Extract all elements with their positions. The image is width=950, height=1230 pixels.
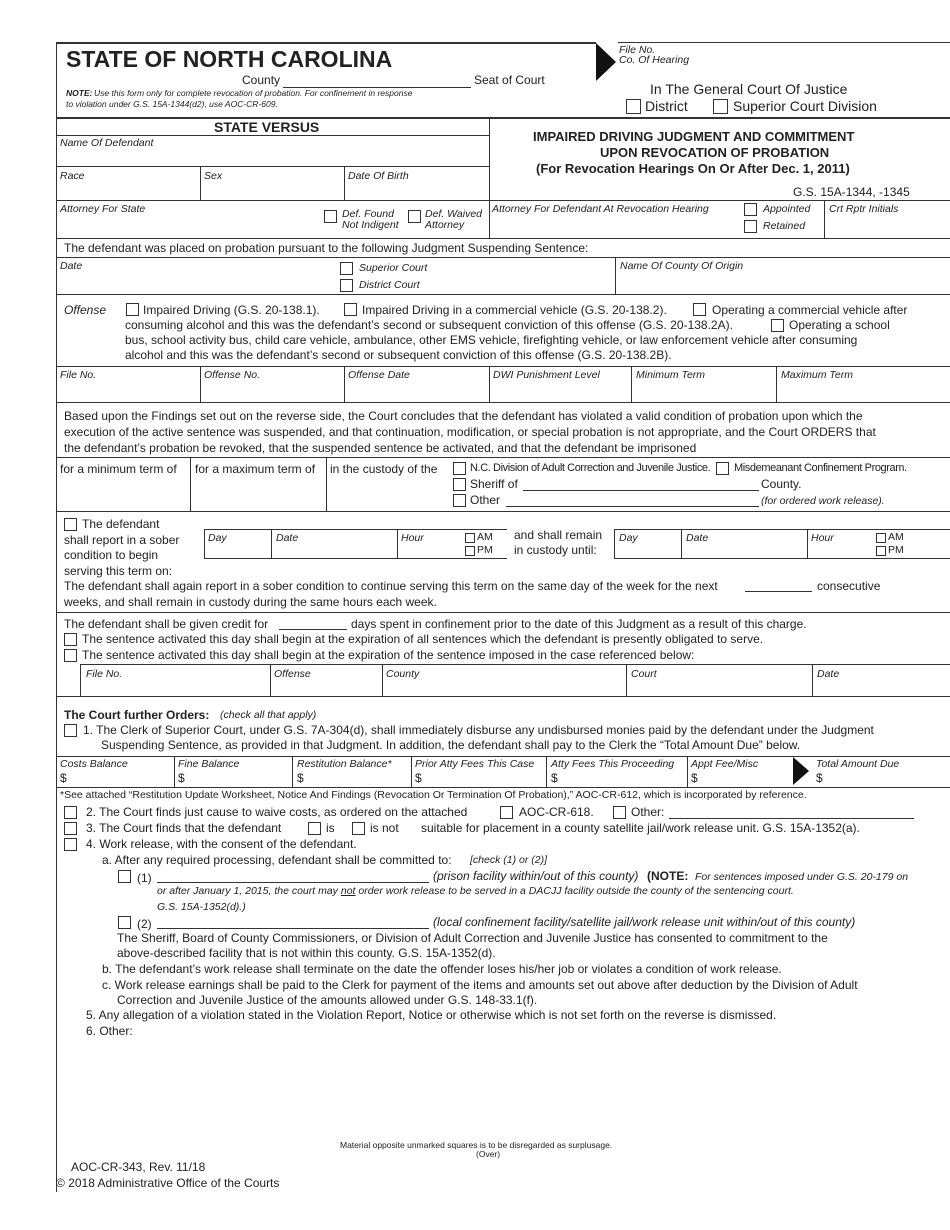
top-border-right <box>618 42 950 43</box>
ref-file-label: File No. <box>86 668 123 680</box>
offense-text-6: bus, school activity bus, child care vehicle, ambulance, other EMS vehicle, firefighting vehicle, or law enforcement vehicle after consuming <box>125 333 858 347</box>
commercial-after-checkbox[interactable] <box>693 303 706 316</box>
check-all: (check all that apply) <box>220 709 317 721</box>
divider <box>812 664 813 696</box>
atty-def-label: Attorney For Defendant At Revocation Hearing <box>492 203 709 215</box>
am-checkbox-2[interactable] <box>876 533 886 543</box>
divider <box>200 366 201 402</box>
report-1: The defendant <box>82 517 160 531</box>
not-indigent-label: Not Indigent <box>342 219 399 231</box>
max-term-of: for a maximum term of <box>195 462 316 476</box>
divider <box>200 166 201 200</box>
date-label: Date <box>60 260 83 272</box>
other-checkbox[interactable] <box>453 494 466 507</box>
state-name: STATE OF NORTH CAROLINA <box>66 46 393 72</box>
offense-no-label: Offense No. <box>204 369 261 381</box>
again-2: consecutive <box>817 579 881 593</box>
min-term-label: Minimum Term <box>636 369 706 381</box>
credit-1a: The defendant shall be given credit for <box>64 617 269 631</box>
is-checkbox[interactable] <box>308 822 321 835</box>
divider <box>204 529 205 558</box>
divider <box>614 529 950 530</box>
referenced-checkbox[interactable] <box>64 649 77 662</box>
order-4b: b. The defendant’s work release shall terminate on the date the offender loses his/her job or violates a condition of work release. <box>102 962 782 976</box>
seat-label: Seat of Court <box>474 73 545 87</box>
sheriff-checkbox[interactable] <box>453 478 466 491</box>
divider <box>56 511 950 512</box>
district-court-label: District Court <box>359 279 420 291</box>
other-2-checkbox[interactable] <box>613 806 626 819</box>
divider <box>174 756 175 787</box>
all-sentences-checkbox[interactable] <box>64 633 77 646</box>
commercial-checkbox[interactable] <box>344 303 357 316</box>
offense-text-2: Impaired Driving in a commercial vehicle (G.S. 20-138.2). <box>362 303 667 317</box>
divider <box>80 664 950 665</box>
credit-days-line[interactable] <box>279 629 347 630</box>
date-label-2: Date <box>686 532 709 544</box>
impaired-driving-checkbox[interactable] <box>126 303 139 316</box>
aoc618-checkbox[interactable] <box>500 806 513 819</box>
statute: G.S. 15A-1344, -1345 <box>793 185 910 199</box>
date-label: Date <box>276 532 299 544</box>
divider <box>56 257 950 258</box>
superior-label: Superior Court Division <box>733 98 877 114</box>
divider <box>344 366 345 402</box>
order-1-checkbox[interactable] <box>64 724 77 737</box>
day-label-2: Day <box>619 532 638 544</box>
order-4a: a. After any required processing, defendant shall be committed to: <box>102 853 452 867</box>
divider <box>190 457 191 511</box>
note-2b: order work release to be served in a DACJJ facility outside the county of the sentencing court. <box>355 885 794 897</box>
divider <box>292 756 293 787</box>
findings-2: execution of the active sentence was suspended, and that continuation, modification, or special probation is not appropriate, and the Court ORDERS that <box>64 425 876 439</box>
retained-label: Retained <box>763 220 806 232</box>
is-not-checkbox[interactable] <box>352 822 365 835</box>
divider <box>56 294 950 295</box>
note-3: G.S. 15A-1352(d).) <box>157 901 246 913</box>
form-number: AOC-CR-343, Rev. 11/18 <box>71 1160 206 1174</box>
restitution-label: Restitution Balance* <box>297 758 392 770</box>
def-found-label: Def. Found <box>342 208 394 220</box>
pm-label-2: PM <box>888 544 904 556</box>
option-1-checkbox[interactable] <box>118 870 131 883</box>
order-1a: 1. The Clerk of Superior Court, under G.S. 7A-304(d), shall immediately disburse any undisbursed monies paid by the defendant under the Judgment <box>83 723 874 737</box>
aoc618-label: AOC-CR-618. <box>519 805 594 819</box>
divider <box>204 558 507 559</box>
findings-1: Based upon the Findings set out on the reverse side, the Court concludes that the defendant has violated a valid condition of probation upon which the <box>64 409 863 423</box>
divider <box>56 402 950 403</box>
divider <box>546 756 547 787</box>
def-waived-checkbox[interactable] <box>408 210 421 223</box>
other-label: Other <box>470 493 501 507</box>
appointed-label: Appointed <box>763 203 811 215</box>
total-label: Total Amount Due <box>816 758 900 770</box>
superior-checkbox[interactable] <box>713 99 728 114</box>
findings-3: the defendant’s probation be revoked, that the suspended sentence be activated, and that the defendant be imprisoned <box>64 441 697 455</box>
work-release-label: (for ordered work release). <box>761 495 885 507</box>
divider <box>56 200 489 201</box>
prison-line[interactable] <box>157 882 429 883</box>
check-1-or-2: [check (1) or (2)] <box>470 854 548 866</box>
day-label: Day <box>208 532 227 544</box>
district-label: District <box>645 98 688 114</box>
suitable: suitable for placement in a county satellite jail/work release unit. G.S. 15A-1352(a). <box>421 821 860 835</box>
divider <box>397 529 398 558</box>
order-2: 2. The Court finds just cause to waive costs, as ordered on the attached <box>86 805 468 819</box>
probation-intro: The defendant was placed on probation pursuant to the following Judgment Suspending Sentence: <box>64 241 589 255</box>
divider <box>411 756 412 787</box>
crt-rptr-label: Crt Rptr Initials <box>829 203 899 215</box>
costs-label: Costs Balance <box>60 758 128 770</box>
dwi-level-label: DWI Punishment Level <box>493 369 600 381</box>
over-label: (Over) <box>476 1149 501 1159</box>
divider <box>807 529 808 558</box>
arrow-icon <box>793 757 809 785</box>
custody-of: in the custody of the <box>330 462 438 476</box>
orders-head: The Court further Orders: <box>64 708 210 722</box>
form-title-3: (For Revocation Hearings On Or After Dec. 1, 2011) <box>536 161 850 176</box>
order-4c2: Correction and Juvenile Justice of the amounts allowed under G.S. 148-33.1(f). <box>117 993 538 1007</box>
offense-text-4: consuming alcohol and this was the defendant’s second or subsequent conviction of this offense (G.S. 20-138.2A). <box>125 318 733 332</box>
appt-dollar: $ <box>691 771 698 785</box>
misd-checkbox[interactable] <box>716 462 729 475</box>
max-term-label: Maximum Term <box>781 369 853 381</box>
note-1: For sentences imposed under G.S. 20-179 on <box>695 871 909 883</box>
superior-court-label: Superior Court <box>359 262 428 274</box>
divider <box>615 257 616 294</box>
note-label: (NOTE: <box>647 869 689 883</box>
form-title-1: IMPAIRED DRIVING JUDGMENT AND COMMITMENT <box>533 129 855 144</box>
divider <box>56 117 950 119</box>
court-label: In The General Court Of Justice <box>650 81 848 97</box>
school-bus-checkbox[interactable] <box>771 319 784 332</box>
district-court-checkbox[interactable] <box>340 279 353 292</box>
county-origin-label: Name Of County Of Origin <box>620 260 744 272</box>
divider <box>270 664 271 696</box>
attorney-label: Attorney <box>425 219 465 231</box>
credit-3: The sentence activated this day shall begin at the expiration of the sentence imposed in the case referenced below: <box>82 648 695 662</box>
divider <box>271 529 272 558</box>
divider <box>56 366 950 367</box>
def-waived-label: Def. Waived <box>425 208 482 220</box>
sheriff-1: The Sheriff, Board of County Commissioners, or Division of Adult Correction and Juvenile Justice has consented to commitment to the <box>117 931 828 945</box>
report-2: shall report in a sober <box>64 533 180 547</box>
offense-label: Offense <box>64 303 107 317</box>
misd-label: Misdemeanant Confinement Program. <box>734 462 907 474</box>
ref-court-label: Court <box>631 668 657 680</box>
state-versus: STATE VERSUS <box>214 119 320 135</box>
file-no-label: File No. <box>619 44 656 56</box>
district-checkbox[interactable] <box>626 99 641 114</box>
is-not-label: is not <box>370 821 399 835</box>
am-checkbox[interactable] <box>465 533 475 543</box>
atty-state-label: Attorney For State <box>60 203 146 215</box>
divider <box>614 558 950 559</box>
again-1: The defendant shall again report in a sober condition to continue serving this term on the same day of the week for the next <box>64 579 718 593</box>
remain-2: in custody until: <box>514 543 597 557</box>
top-border <box>56 42 596 44</box>
credit-2: The sentence activated this day shall begin at the expiration of all sentences which the defendant is presently obligated to serve. <box>82 632 764 646</box>
option-2: (2) <box>137 917 152 931</box>
race-label: Race <box>60 170 85 182</box>
other-line[interactable] <box>506 506 759 507</box>
report-3: condition to begin <box>64 548 159 562</box>
divider <box>56 166 489 167</box>
atty-proc-label: Atty Fees This Proceeding <box>551 758 675 770</box>
divider <box>489 200 950 201</box>
offense-text-1: Impaired Driving (G.S. 20-138.1). <box>143 303 320 317</box>
def-found-checkbox[interactable] <box>324 210 337 223</box>
county-period: County. <box>761 477 802 491</box>
order-5: 5. Any allegation of a violation stated in the Violation Report, Notice or otherwise which is not set forth on the reverse is dismissed. <box>86 1008 777 1022</box>
prior-atty-dollar: $ <box>415 771 422 785</box>
divider <box>344 166 345 200</box>
divider <box>776 366 777 402</box>
ref-date-label: Date <box>817 668 840 680</box>
report-checkbox[interactable] <box>64 518 77 531</box>
min-term-of: for a minimum term of <box>60 462 177 476</box>
option-1: (1) <box>137 871 152 885</box>
costs-dollar: $ <box>60 771 67 785</box>
ref-offense-label: Offense <box>274 668 311 680</box>
divider <box>326 457 327 511</box>
copyright: © 2018 Administrative Office of the Courts <box>56 1176 280 1190</box>
order-3: 3. The Court finds that the defendant <box>86 821 282 835</box>
co-hearing-label: Co. Of Hearing <box>619 54 690 66</box>
divider <box>382 664 383 696</box>
divider <box>56 696 950 697</box>
order-3-checkbox[interactable] <box>64 822 77 835</box>
hour-label: Hour <box>401 532 424 544</box>
note-bold: NOTE: <box>66 88 93 98</box>
note-text-2: to violation under G.S. 15A-1344(d2), use AOC-CR-609. <box>66 99 278 109</box>
weeks-line[interactable] <box>745 591 812 592</box>
divider <box>56 612 950 613</box>
county-label: County <box>242 73 281 87</box>
order-4: 4. Work release, with the consent of the defendant. <box>86 837 357 851</box>
offense-text-5: Operating a school <box>789 318 890 332</box>
order-2-checkbox[interactable] <box>64 806 77 819</box>
again-3: weeks, and shall remain in custody during the same hours each week. <box>64 595 437 609</box>
note-text: Use this form only for complete revocation of probation. For confinement in response <box>94 88 413 98</box>
remain-1: and shall remain <box>514 528 603 542</box>
order-4-checkbox[interactable] <box>64 838 77 851</box>
ref-county-label: County <box>386 668 420 680</box>
hour-label-2: Hour <box>811 532 834 544</box>
am-label-2: AM <box>888 531 904 543</box>
appointed-checkbox[interactable] <box>744 203 757 216</box>
sheriff-line[interactable] <box>523 490 759 491</box>
divider <box>824 200 825 238</box>
prison-label: (prison facility within/out of this county) <box>433 869 639 883</box>
local-line[interactable] <box>157 928 429 929</box>
offense-text-3: Operating a commercial vehicle after <box>712 303 908 317</box>
retained-checkbox[interactable] <box>744 220 757 233</box>
divider <box>489 366 490 402</box>
sheriff-label: Sheriff of <box>470 477 518 491</box>
divider <box>631 366 632 402</box>
pm-checkbox-2[interactable] <box>876 546 886 556</box>
offense-text-7: alcohol and this was the defendant’s second or subsequent conviction of this offense (G.S. 20-138.2B). <box>125 348 672 362</box>
divider <box>56 787 950 788</box>
pm-label: PM <box>477 544 493 556</box>
order-6: 6. Other: <box>86 1024 133 1038</box>
divider <box>204 529 507 530</box>
divider <box>56 756 950 757</box>
note-2a: or after January 1, 2015, the court may <box>157 885 341 897</box>
fine-dollar: $ <box>178 771 185 785</box>
see-attached: *See attached “Restitution Update Worksheet, Notice And Findings (Revocation Or Termination Of Probation),” AOC-CR-612, which is incorporated by reference. <box>60 789 807 801</box>
total-dollar: $ <box>816 771 823 785</box>
order-1b: Suspending Sentence, as provided in that Judgment. In addition, the defendant shall pay to the Clerk the “Total Amount Due” below. <box>101 738 801 752</box>
prior-atty-label: Prior Atty Fees This Case <box>415 758 535 770</box>
restitution-dollar: $ <box>297 771 304 785</box>
divider <box>56 135 489 136</box>
superior-court-checkbox[interactable] <box>340 262 353 275</box>
note-not: not <box>340 885 356 897</box>
order-4c1: c. Work release earnings shall be paid to the Clerk for payment of the items and amounts set out above after deduction by the Division of Adult <box>102 978 858 992</box>
ncdac-checkbox[interactable] <box>453 462 466 475</box>
divider <box>80 664 81 696</box>
divider <box>56 238 950 239</box>
fine-label: Fine Balance <box>178 758 240 770</box>
surplus-note: Material opposite unmarked squares is to be disregarded as surplusage. <box>340 1140 613 1150</box>
pm-checkbox[interactable] <box>465 546 475 556</box>
sheriff-2: above-described facility that is not within this county. G.S. 15A-1352(d). <box>117 946 496 960</box>
other-2-label: Other: <box>631 805 665 819</box>
col-divider <box>489 118 490 238</box>
divider <box>681 529 682 558</box>
sex-label: Sex <box>204 170 223 182</box>
defendant-label: Name Of Defendant <box>60 137 154 149</box>
is-label: is <box>326 821 335 835</box>
divider <box>614 529 615 558</box>
local-label: (local confinement facility/satellite jail/work release unit within/out of this county) <box>433 915 856 929</box>
other-2-line[interactable] <box>669 818 914 819</box>
offense-date-label: Offense Date <box>348 369 410 381</box>
left-border <box>56 42 57 1192</box>
report-4: serving this term on: <box>64 564 173 578</box>
ncdac-label: N.C. Division of Adult Correction and Juvenile Justice. <box>470 462 711 474</box>
file-no-label: File No. <box>60 369 97 381</box>
option-2-checkbox[interactable] <box>118 916 131 929</box>
dob-label: Date Of Birth <box>348 170 409 182</box>
arrow-icon <box>596 43 616 81</box>
credit-1b: days spent in confinement prior to the date of this Judgment as a result of this charge. <box>351 617 807 631</box>
divider <box>687 756 688 787</box>
form-title-2: UPON REVOCATION OF PROBATION <box>600 145 830 160</box>
atty-proc-dollar: $ <box>551 771 558 785</box>
divider <box>626 664 627 696</box>
appt-label: Appt Fee/Misc <box>691 758 759 770</box>
am-label: AM <box>477 531 493 543</box>
